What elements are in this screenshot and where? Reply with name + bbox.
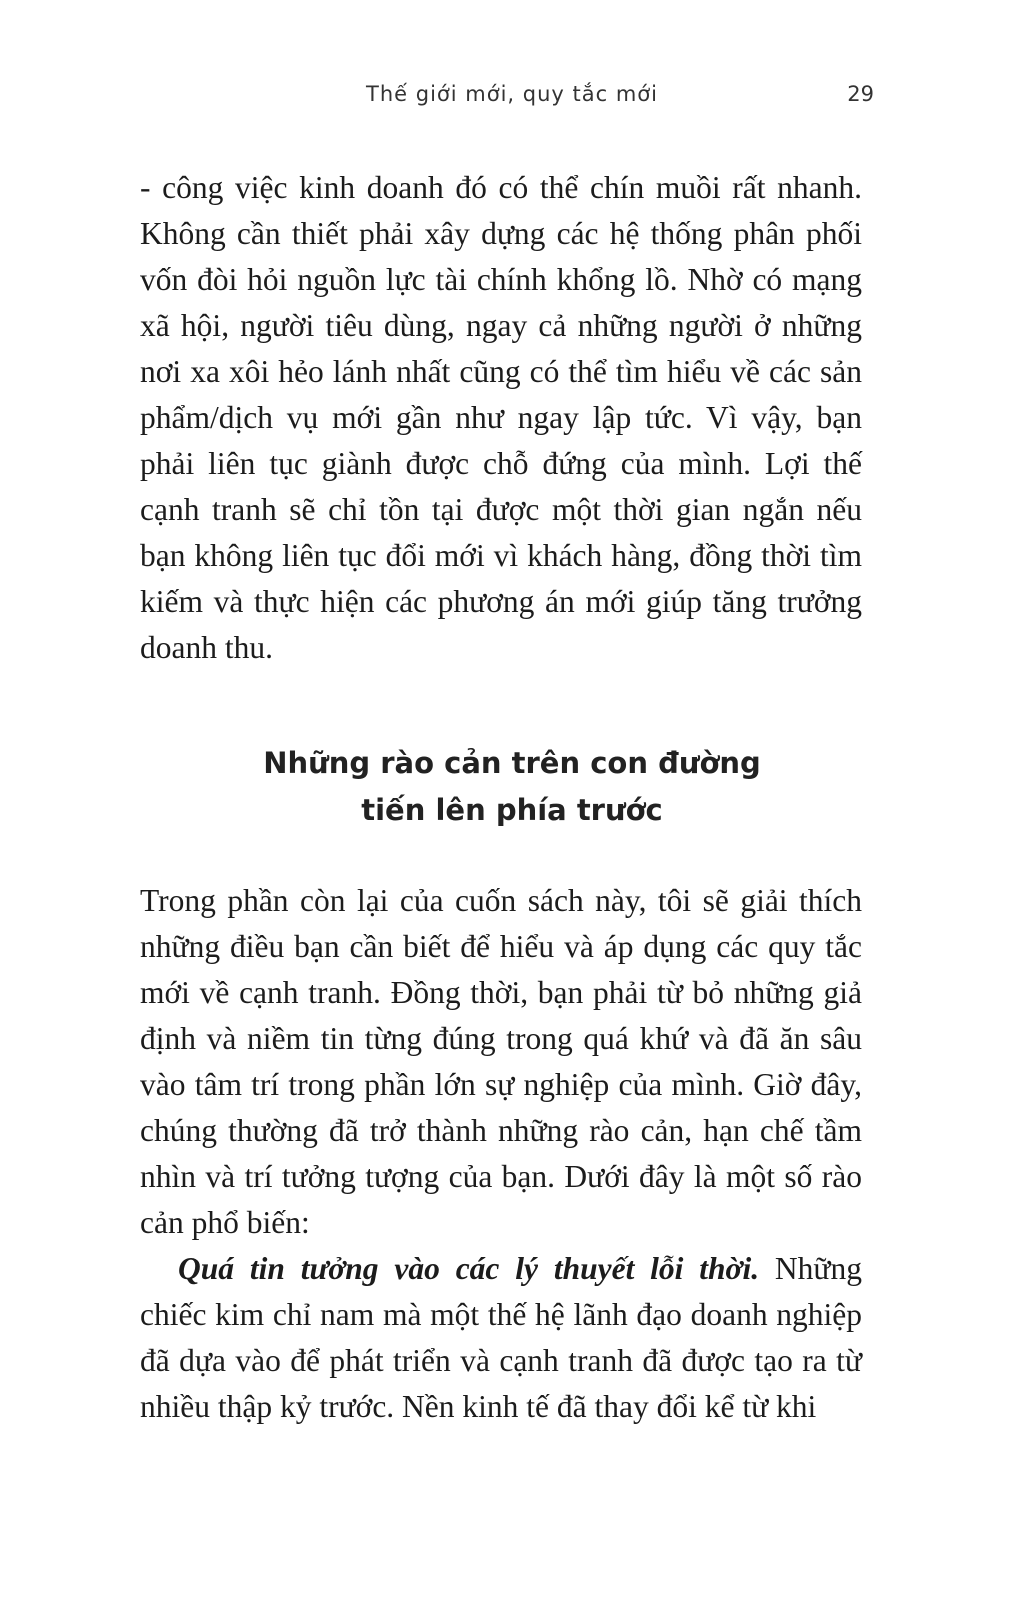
page-number: 29 [847,82,874,106]
paragraph: - công việc kinh doanh đó có thể chín muồi rất nhanh. Không cần thiết phải xây dựng các hệ thống phân phối vốn đòi hỏi nguồn lực tài chính khổng lồ. Nhờ có mạng xã hội, người tiêu dùng, ngay cả những người ở những nơi xa xôi hẻo lánh nhất cũng có thể tìm hiểu về các sản phẩm/dịch vụ mới gần như ngay lập tức. Vì vậy, bạn phải liên tục giành được chỗ đứng của mình. Lợi thế cạnh tranh sẽ chỉ tồn tại được một thời gian ngắn nếu bạn không liên tục đổi mới vì khách hàng, đồng thời tìm kiếm và thực hiện các phương án mới giúp tăng trưởng doanh thu. [140,170,862,665]
running-title: Thế giới mới, quy tắc mới [366,82,658,106]
paragraph [140,1246,862,1430]
section-heading-line-1: Những rào cản trên con đường [263,746,761,780]
section-heading [0,740,1024,834]
section-heading-line-2: tiến lên phía trước [361,793,663,827]
run-in-heading: Quá tin tưởng vào các lý thuyết lỗi thời. [178,1251,760,1286]
body-text-top [140,165,862,671]
paragraph-text: Những chiếc kim chỉ nam mà một thế hệ lãnh đạo doanh nghiệp đã dựa vào để phát triển và cạnh tranh đã được tạo ra từ nhiều thập kỷ trước. Nền kinh tế đã thay đổi kể từ khi [140,1251,862,1424]
paragraph: Trong phần còn lại của cuốn sách này, tôi sẽ giải thích những điều bạn cần biết để hiểu và áp dụng các quy tắc mới về cạnh tranh. Đồng thời, bạn phải từ bỏ những giả định và niềm tin từng đúng trong quá khứ và đã ăn sâu vào tâm trí trong phần lớn sự nghiệp của mình. Giờ đây, chúng thường đã trở thành những rào cản, hạn chế tầm nhìn và trí tưởng tượng của bạn. Dưới đây là một số rào cản phổ biến: [140,883,862,1240]
body-text-bottom [140,878,862,1430]
running-header [0,80,1024,110]
